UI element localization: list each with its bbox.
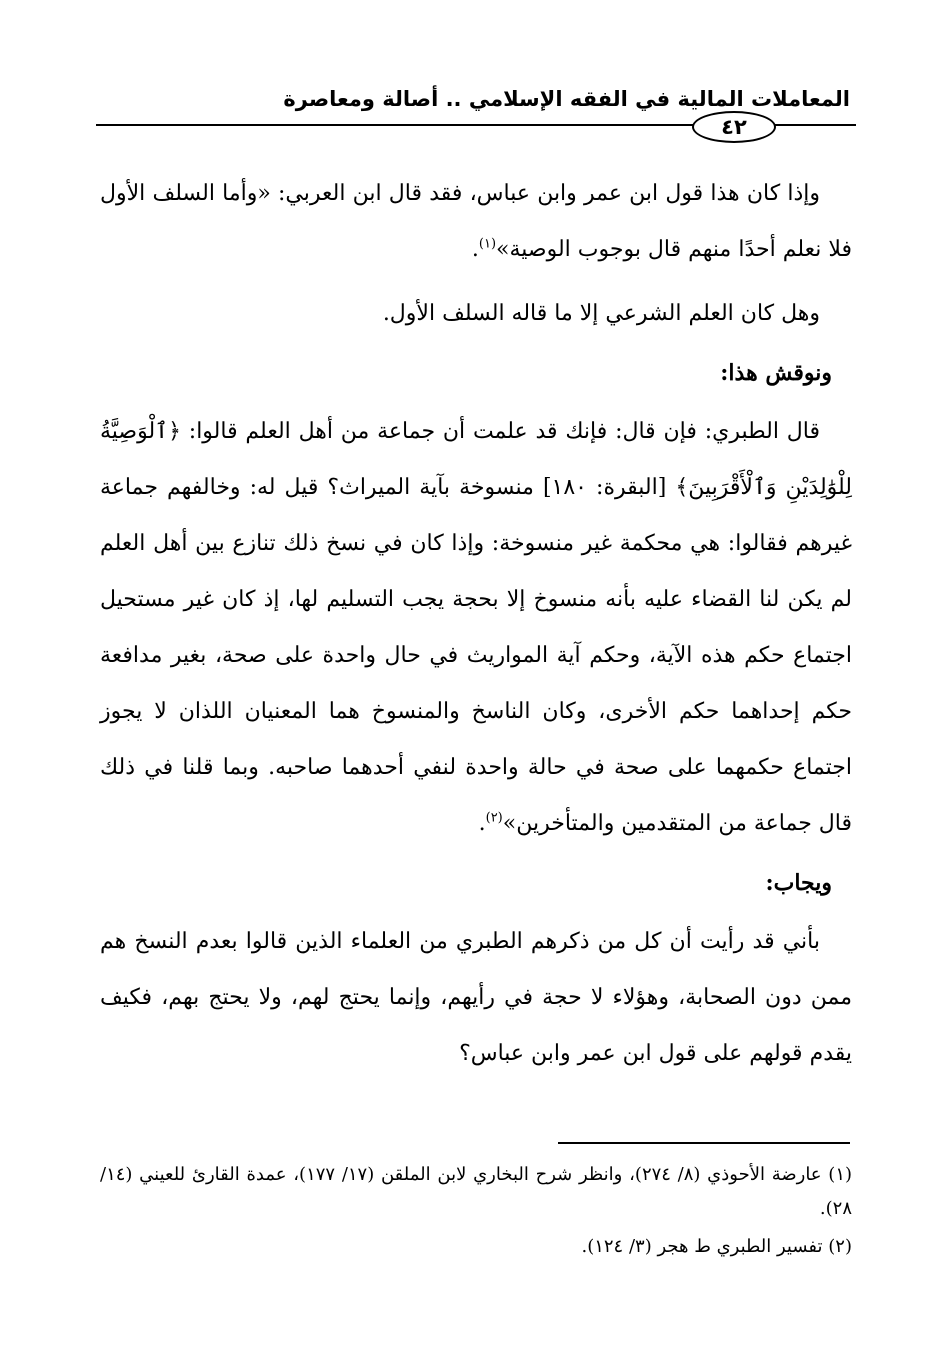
footnote-2: (٢) تفسير الطبري ط هجر (٣/ ١٢٤).	[581, 1236, 852, 1257]
header-rule-right	[774, 124, 856, 126]
paragraph-ibn-al-arabi: وإذا كان هذا قول ابن عمر وابن عباس، فقد قال ابن العربي: «وأما السلف الأول فلا نعلم أحدًا منهم قال بوجوب الوصية»$^{(١)}$.	[100, 181, 852, 262]
page-number-badge: ٤٢	[692, 111, 776, 143]
footnote-ref-1: (١)	[478, 236, 497, 252]
heading-objection: ونوقش هذا:	[720, 360, 832, 386]
paragraph-response: بأني قد رأيت أن كل من ذكرهم الطبري من العلماء الذين قالوا بعدم النسخ هم ممن دون الصحابة، وهؤلاء لا حجة في رأيهم، وإنما يحتج لهم، ولا يحتج بهم، فكيف يقدم قولهم على قول ابن عمر وابن عباس؟	[100, 929, 852, 1066]
footnotes	[100, 1158, 852, 1264]
header-rule-left	[96, 124, 694, 126]
running-header-title: المعاملات المالية في الفقه الإسلامي .. أصالة ومعاصرة	[283, 87, 850, 111]
heading-response: ويجاب:	[765, 870, 832, 896]
paragraph-text: وإذا كان هذا قول ابن عمر وابن عباس، فقد قال ابن العربي: «وأما السلف الأول فلا نعلم أحدًا منهم قال بوجوب الوصية»	[100, 181, 852, 262]
paragraph-text: قال الطبري: فإن قال: فإنك قد علمت أن جماعة من أهل العلم قالوا: ﴿ٱلْوَصِيَّةُ لِلْوَٰلِدَيْنِ وَٱلْأَقْرَبِينَ﴾ [البقرة: ١٨٠] منسوخة بآية الميراث؟ قيل له: وخالفهم جماعة غيرهم فقالوا: هي محكمة غير منسوخة: وإذا كان في نسخ ذلك تنازع بين أهل العلم لم يكن لنا القضاء عليه بأنه منسوخ إلا بحجة يجب التسليم لها، إذ كان غير مستحيل اجتماع حكم هذه الآية، وحكم آية المواريث في حال واحدة على صحة، بغير مدافعة حكم إحداهما حكم الأخرى، وكان الناسخ والمنسوخ هما المعنيان اللذان لا يجوز اجتماع حكمهما على صحة في حالة واحدة لنفي أحدهما صاحبه. وبما قلنا في ذلك قال جماعة من المتقدمين والمتأخرين»	[100, 419, 853, 836]
paragraph-salaf: وهل كان العلم الشرعي إلا ما قاله السلف الأول.	[382, 301, 820, 326]
footnote-separator	[558, 1142, 850, 1144]
footnote-1: (١) عارضة الأحوذي (٨/ ٢٧٤)، وانظر شرح البخاري لابن الملقن (١٧/ ١٧٧)، عمدة القارئ للعيني (١٤/ ٢٨).	[100, 1164, 853, 1219]
footnote-ref-2: (٢)	[485, 810, 503, 826]
paragraph-tabari: قال الطبري: فإن قال: فإنك قد علمت أن جماعة من أهل العلم قالوا: ﴿ٱلْوَصِيَّةُ لِلْوَٰلِدَيْنِ وَٱلْأَقْرَبِينَ﴾ [البقرة: ١٨٠] منسوخة بآية الميراث؟ قيل له: وخالفهم جماعة غيرهم فقالوا: هي محكمة غير منسوخة: وإذا كان في نسخ ذلك تنازع بين أهل العلم لم يكن لنا القضاء عليه بأنه منسوخ إلا بحجة يجب التسليم لها، إذ كان غير مستحيل اجتماع حكم هذه الآية، وحكم آية المواريث في حال واحدة على صحة، بغير مدافعة حكم إحداهما حكم الأخرى، وكان الناسخ والمنسوخ هما المعنيان اللذان لا يجوز اجتماع حكمهما على صحة في حالة واحدة لنفي أحدهما صاحبه. وبما قلنا في ذلك قال جماعة من المتقدمين والمتأخرين»$^{(٢)}$.	[100, 419, 853, 836]
main-text	[100, 166, 852, 1082]
